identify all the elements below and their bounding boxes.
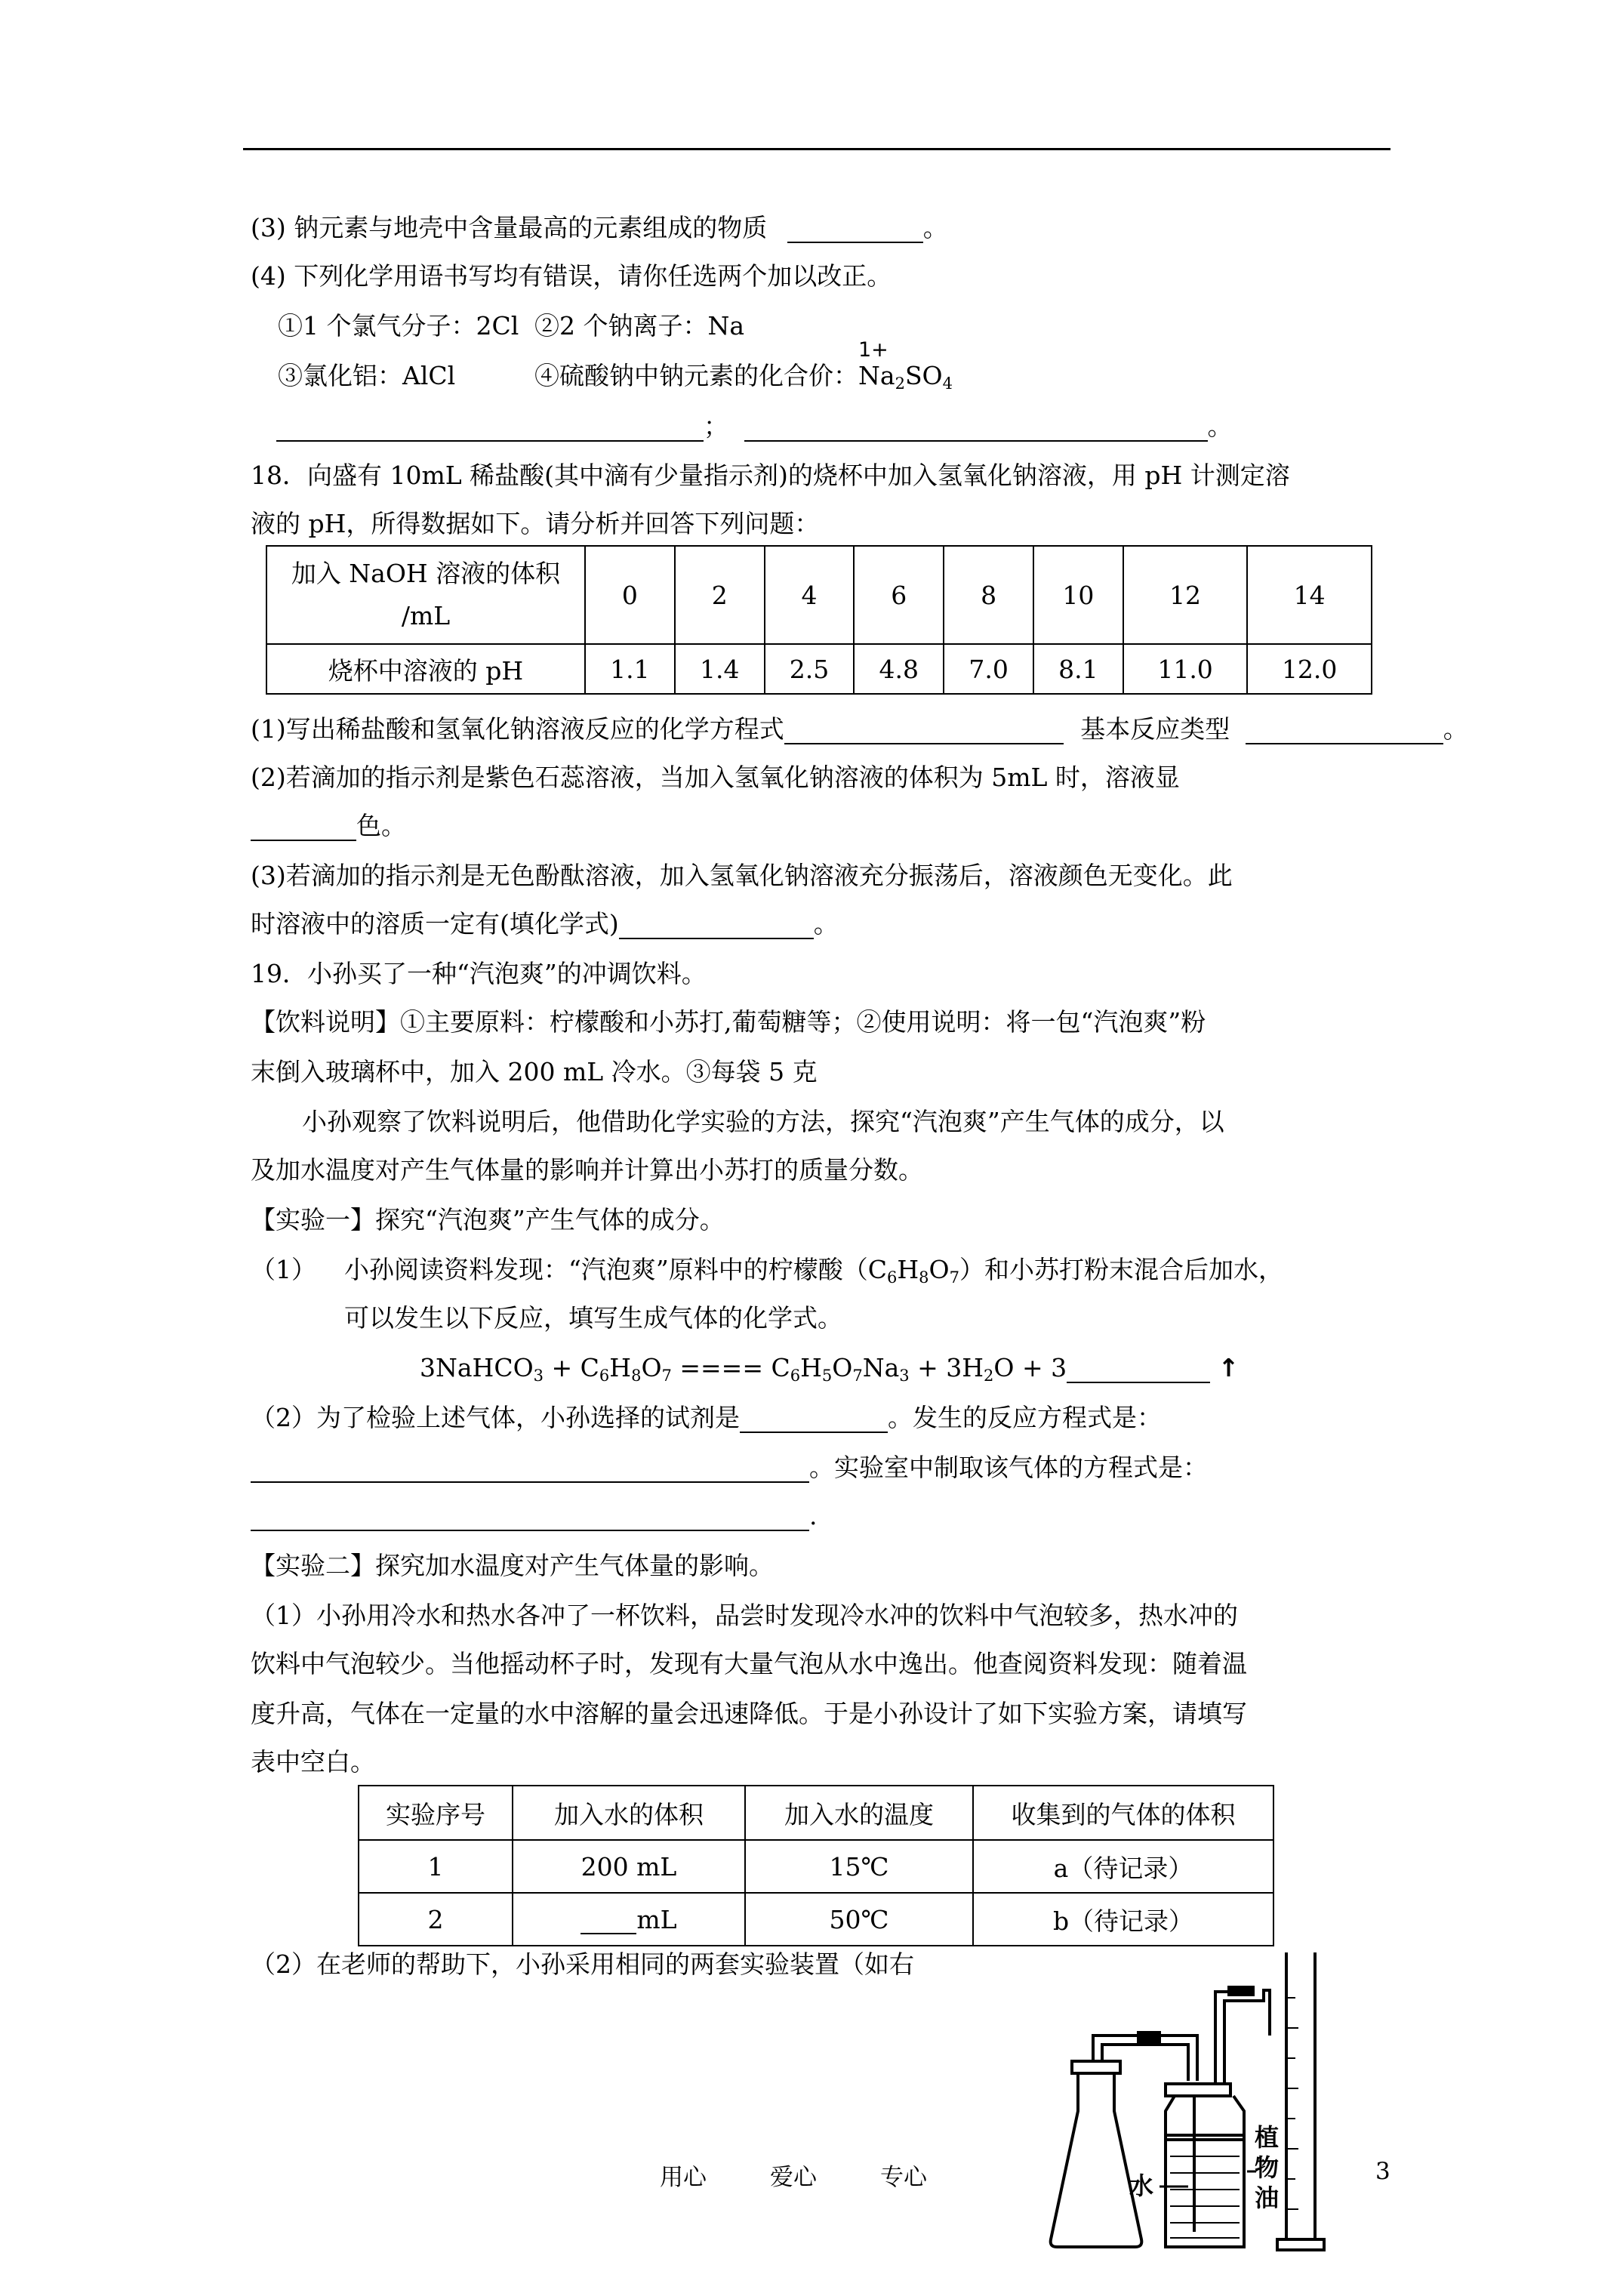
answer-blank[interactable] — [619, 914, 814, 939]
diagram-label-water: 水 — [1129, 2171, 1154, 2200]
table-cell: 12 — [1123, 546, 1248, 644]
exp1-q2-line1: （2）为了检验上述气体，小孙选择的试剂是 。发生的反应方程式是： — [251, 1403, 1162, 1432]
diagram-label-wu: 物 — [1255, 2153, 1280, 2182]
q17-wrong1: ①1 个氯气分子：2Cl — [278, 311, 519, 341]
exp2-q2: （2）在老师的帮助下，小孙采用相同的两套实验装置（如右 — [251, 1949, 914, 1979]
experiment-table — [358, 1785, 1274, 1946]
answer-blank[interactable] — [740, 1407, 888, 1433]
table-header-cell: 收集到的气体的体积 — [973, 1786, 1273, 1840]
exp1-q1-num: （1） — [251, 1255, 316, 1284]
table-cell: 7.0 — [944, 644, 1033, 694]
table-header-cell: 加入水的体积 — [513, 1786, 745, 1840]
table-header-cell: 实验序号 — [359, 1786, 513, 1840]
q18-intro-line2: 液的 pH，所得数据如下。请分析并回答下列问题： — [251, 509, 820, 538]
q18-intro-line1: 18．向盛有 10mL 稀盐酸(其中滴有少量指示剂)的烧杯中加入氢氧化钠溶液，用 pH 计测定溶 — [251, 461, 1290, 490]
table-cell: 15℃ — [745, 1840, 973, 1893]
up-arrow-icon: ↑ — [1218, 1353, 1240, 1382]
q19-obs-line2: 及加水温度对产生气体量的影响并计算出小苏打的质量分数。 — [251, 1155, 923, 1185]
page-number: 3 — [1375, 2158, 1390, 2185]
table-cell: 8.1 — [1033, 644, 1123, 694]
q18-sub2-line2: 色。 — [251, 811, 406, 841]
exp2-p3: 度升高，气体在一定量的水中溶解的量会迅速降低。于是小孙设计了如下实验方案，请填写 — [251, 1699, 1247, 1728]
table-cell: 14 — [1247, 546, 1372, 644]
apparatus-diagram — [1046, 1937, 1326, 2285]
table-cell: 11.0 — [1123, 644, 1248, 694]
q19-obs-line1: 小孙观察了饮料说明后，他借助化学实验的方法，探究“汽泡爽”产生气体的成分，以 — [302, 1107, 1224, 1136]
q17-wrong4: ④硫酸钠中钠元素的化合价： 1+ $Na_2SO_4$ — [534, 361, 953, 391]
exp2-title: 【实验二】探究加水温度对产生气体量的影响。 — [251, 1551, 774, 1580]
footer-item-3: 专心 — [880, 2164, 927, 2191]
table-cell: 1 — [359, 1840, 513, 1893]
footer-item-1: 用心 — [660, 2164, 707, 2191]
q18-sub3-line2: 时溶液中的溶质一定有(填化学式) 。 — [251, 909, 839, 938]
exp2-p1: （1）小孙用冷水和热水各冲了一杯饮料，品尝时发现冷水冲的饮料中气泡较多，热水冲的 — [251, 1601, 1238, 1630]
header-rule — [243, 148, 1390, 150]
q17-item3: (3) 钠元素与地壳中含量最高的元素组成的物质 。 — [251, 213, 948, 242]
table-header-cell: 烧杯中溶液的 pH — [266, 644, 585, 694]
table-row — [359, 1840, 1273, 1893]
table-cell: 8 — [944, 546, 1033, 644]
exp1-q2-line3: . — [251, 1501, 818, 1531]
table-cell: 2.5 — [765, 644, 855, 694]
table-cell: b（待记录） — [973, 1893, 1273, 1946]
answer-blank[interactable] — [784, 719, 1064, 744]
q18-sub2-line1: (2)若滴加的指示剂是紫色石蕊溶液，当加入氢氧化钠溶液的体积为 5mL 时，溶液显 — [251, 763, 1180, 792]
answer-blank[interactable] — [251, 815, 356, 841]
q17-item4: (4) 下列化学用语书写均有错误，请你任选两个加以改正。 — [251, 261, 892, 291]
table-cell: 4 — [765, 546, 855, 644]
table-cell: 6 — [854, 546, 944, 644]
table-cell: mL — [513, 1893, 745, 1946]
exp1-title: 【实验一】探究“汽泡爽”产生气体的成分。 — [251, 1205, 725, 1234]
answer-blank[interactable] — [1067, 1358, 1210, 1383]
answer-blank[interactable] — [787, 217, 923, 243]
table-cell: 10 — [1033, 546, 1123, 644]
table-cell: 2 — [675, 546, 765, 644]
answer-blank[interactable] — [1246, 719, 1443, 744]
exp1-q1-line2: 可以发生以下反应，填写生成气体的化学式。 — [344, 1303, 842, 1333]
diagram-label-plant: 植 — [1255, 2123, 1280, 2152]
q19-intro: 19．小孙买了一种“汽泡爽”的冲调饮料。 — [251, 959, 707, 988]
answer-blank[interactable] — [251, 1457, 809, 1483]
q17-wrong3: ③氯化铝：AlCl — [278, 361, 456, 390]
diagram-label-oil: 油 — [1255, 2184, 1280, 2212]
table-row — [359, 1786, 1273, 1840]
exp2-p2: 饮料中气泡较少。当他摇动杯子时，发现有大量气泡从水中逸出。他查阅资料发现：随着温 — [251, 1649, 1247, 1678]
q17-answer-line: ； 。 — [276, 411, 1233, 442]
reaction-equation: 3NaHCO$_3$ + $C_6H_8O_7$ ==== $C_6H_5O_7Na_3 + 3H_2O + 3$ ↑ — [420, 1353, 1240, 1385]
table-cell: 1.1 — [585, 644, 675, 694]
answer-blank[interactable] — [744, 416, 1208, 442]
exp1-q2-line2: 。实验室中制取该气体的方程式是： — [251, 1453, 1208, 1483]
footer-item-2: 爱心 — [770, 2164, 817, 2191]
table-cell: 4.8 — [854, 644, 944, 694]
q18-sub3-line1: (3)若滴加的指示剂是无色酚酞溶液，加入氢氧化钠溶液充分振荡后，溶液颜色无变化。此 — [251, 861, 1233, 890]
answer-blank[interactable] — [581, 1912, 636, 1934]
q18-sub1: (1)写出稀盐酸和氢氧化钠溶液反应的化学方程式 基本反应类型 。 — [251, 714, 1468, 744]
ph-table — [266, 545, 1372, 695]
table-cell: 1.4 — [675, 644, 765, 694]
answer-blank[interactable] — [276, 416, 704, 442]
table-cell: 0 — [585, 546, 675, 644]
exp1-q1-line1: 小孙阅读资料发现：“汽泡爽”原料中的柠檬酸$(C_6H_8O_7)$和小苏打粉末混合后加水， — [344, 1255, 1283, 1287]
table-cell: 50℃ — [745, 1893, 973, 1946]
exp2-p4: 表中空白。 — [251, 1747, 375, 1777]
table-header-cell: 加入 NaOH 溶液的体积 /mL — [266, 546, 585, 644]
table-cell: a（待记录） — [973, 1840, 1273, 1893]
table-cell: 200 mL — [513, 1840, 745, 1893]
table-row — [266, 644, 1372, 694]
table-row — [266, 546, 1372, 644]
answer-blank[interactable] — [251, 1505, 809, 1531]
table-cell: 2 — [359, 1893, 513, 1946]
table-cell: 12.0 — [1247, 644, 1372, 694]
q19-desc-line1: 【饮料说明】①主要原料：柠檬酸和小苏打,葡萄糖等；②使用说明：将一包“汽泡爽”粉 — [251, 1007, 1206, 1037]
q17-wrong2: ②2 个钠离子：Na — [534, 311, 745, 341]
table-header-cell: 加入水的温度 — [745, 1786, 973, 1840]
charge-label: 1+ — [858, 338, 888, 362]
q19-desc-line2: 末倒入玻璃杯中，加入 200 mL 冷水。③每袋 5 克 — [251, 1057, 818, 1086]
